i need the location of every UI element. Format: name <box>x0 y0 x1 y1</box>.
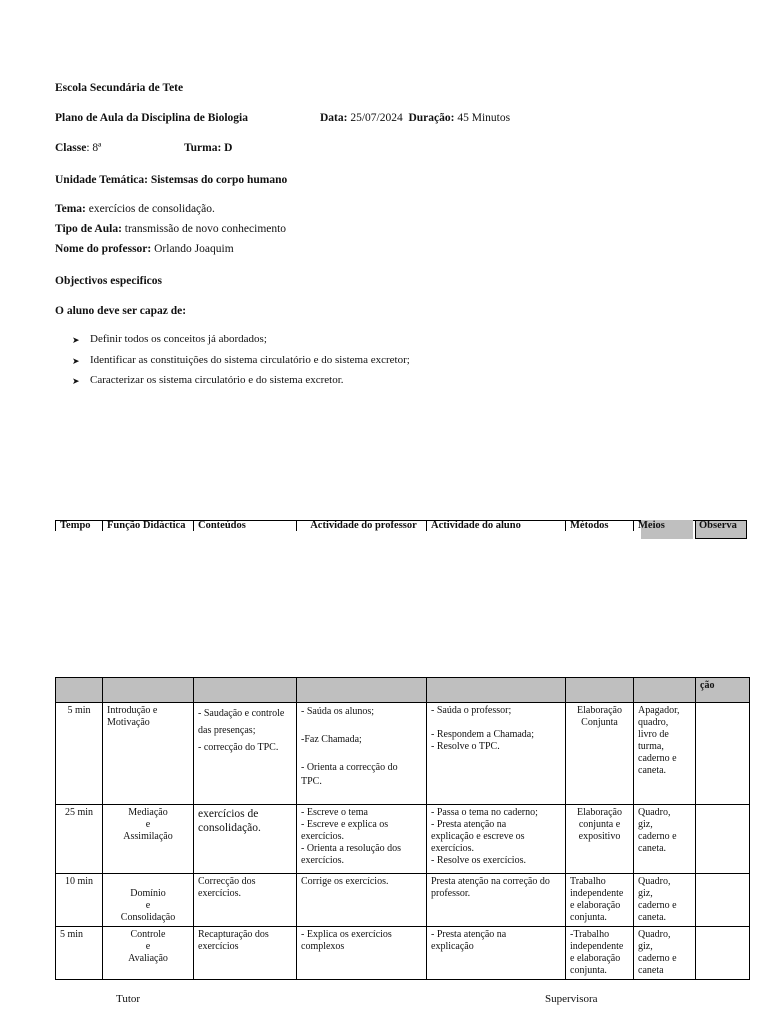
table-row <box>56 927 750 980</box>
classe-line: Classe: 8ª <box>55 142 102 154</box>
col-header-observacao: Observa <box>699 520 737 531</box>
cell-observacao <box>696 703 750 805</box>
cell-meios: Quadro, giz, caderno e caneta. <box>634 805 696 874</box>
col-header-meios: Meios <box>633 520 695 531</box>
tipo-aula-line: Tipo de Aula: transmissão de novo conhecimento <box>55 223 287 235</box>
cell-meios: Quadro, giz, caderno e caneta. <box>634 874 696 927</box>
cell-conteudos: Correcção dos exercícios. <box>194 874 297 927</box>
objective-item: ➤ Caracterizar os sistema circulatório e do sistema excretor. <box>72 374 344 386</box>
cell-observacao <box>696 874 750 927</box>
objective-item: ➤ Identificar as constituições do sistema circulatório e do sistema excretor; <box>72 353 410 366</box>
cell-conteudos: - Saudação e controle das presenças; - correcção do TPC. <box>194 703 297 805</box>
cell-metodos: -Trabalho independente e elaboração conjunta. <box>566 927 634 980</box>
cell-meios: Quadro, giz, caderno e caneta <box>634 927 696 980</box>
cell-metodos: Trabalho independente e elaboração conjunta. <box>566 874 634 927</box>
date-duration-line: Data: 25/07/2024 Duração: 45 Minutos <box>320 112 511 124</box>
cell-observacao <box>696 805 750 874</box>
col-header-professor: Actividade do professor <box>296 520 426 531</box>
duration-value: 45 Minutos <box>457 112 511 124</box>
plan-title-line <box>55 112 248 124</box>
cell-conteudos: exercícios de consolidação. <box>194 805 297 874</box>
observacao-overflow: ção <box>696 678 750 703</box>
arrow-bullet-icon: ➤ <box>72 355 80 366</box>
signature-tutor: Tutor <box>116 993 141 1005</box>
col-header-tempo: Tempo <box>55 520 102 531</box>
cell-professor: - Saúda os alunos; -Faz Chamada; - Orienta a correcção do TPC. <box>297 703 427 805</box>
table-row <box>56 805 750 874</box>
tema-line: Tema: exercícios de consolidação. <box>55 203 215 215</box>
cell-funcao: Domínio e Consolidação <box>103 874 194 927</box>
cell-tempo: 5 min <box>56 927 103 980</box>
cell-professor: Corrige os exercícios. <box>297 874 427 927</box>
table-row <box>56 874 750 927</box>
col-header-funcao: Função Didáctica <box>102 520 193 531</box>
table-row <box>56 703 750 805</box>
cell-funcao: Mediação e Assimilação <box>103 805 194 874</box>
table-header-row <box>56 678 750 703</box>
cell-funcao: Controle e Avaliação <box>103 927 194 980</box>
cell-conteudos: Recapturação dos exercícios <box>194 927 297 980</box>
cell-aluno: - Saúda o professor; - Respondem a Chamada; - Resolve o TPC. <box>427 703 566 805</box>
cell-aluno: - Presta atenção na explicação <box>427 927 566 980</box>
arrow-bullet-icon: ➤ <box>72 335 80 345</box>
cell-observacao <box>696 927 750 980</box>
col-header-metodos: Métodos <box>565 520 633 531</box>
cell-tempo: 25 min <box>56 805 103 874</box>
objectivos-heading: Objectivos especificos <box>55 275 162 287</box>
date-value: 25/07/2024 <box>350 112 403 124</box>
table-header-strip <box>55 520 748 539</box>
cell-professor: - Escreve o tema - Escreve e explica os exercícios. - Orienta a resolução dos exercícios. <box>297 805 427 874</box>
objective-item: ➤ Definir todos os conceitos já abordados; <box>72 333 267 345</box>
cell-aluno: Presta atenção na correção do professor. <box>427 874 566 927</box>
turma-line: Turma: D <box>184 142 233 154</box>
signature-supervisora: Supervisora <box>545 993 598 1005</box>
cell-funcao: Introdução e Motivação <box>103 703 194 805</box>
professor-line: Nome do professor: Orlando Joaquim <box>55 243 234 255</box>
cell-professor: - Explica os exercícios complexos <box>297 927 427 980</box>
plan-title: Plano de Aula da Disciplina de Biologia <box>55 112 248 124</box>
cell-meios: Apagador, quadro, livro de turma, caderno e caneta. <box>634 703 696 805</box>
cell-tempo: 10 min <box>56 874 103 927</box>
arrow-bullet-icon: ➤ <box>72 376 80 386</box>
objectives-list <box>72 333 410 395</box>
school-name: Escola Secundária de Tete <box>55 82 184 94</box>
lesson-plan-table <box>55 677 750 980</box>
cell-metodos: Elaboração conjunta e expositivo <box>566 805 634 874</box>
cell-tempo: 5 min <box>56 703 103 805</box>
cell-metodos: Elaboração Conjunta <box>566 703 634 805</box>
col-header-aluno: Actividade do aluno <box>426 520 565 531</box>
aluno-capaz-heading: O aluno deve ser capaz de: <box>55 305 187 317</box>
unidade-tematica: Unidade Temática: Sistemsas do corpo humano <box>55 174 288 186</box>
cell-aluno: - Passa o tema no caderno; - Presta atenção na explicação e escreve os exercícios. - Resolve os exercícios. <box>427 805 566 874</box>
col-header-conteudos: Conteúdos <box>193 520 296 531</box>
